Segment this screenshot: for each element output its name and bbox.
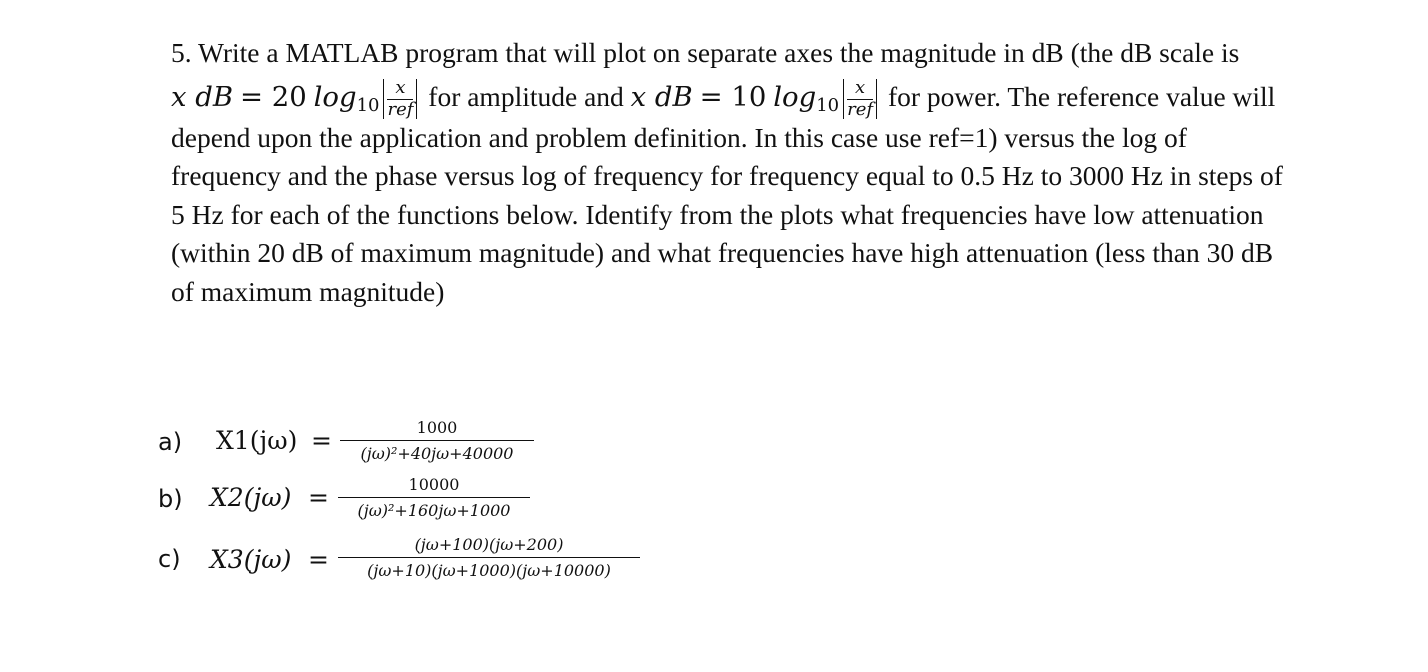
transfer-fraction	[340, 418, 534, 463]
transfer-fraction	[338, 475, 530, 520]
pow-text: for power. The reference value will	[887, 80, 1276, 112]
pow-formula-eq: = 10	[699, 80, 767, 113]
amp-text: for amplitude and	[428, 80, 624, 112]
equation-c	[158, 535, 678, 591]
problem-line-5: 5 Hz for each of the functions below. Identify from the plots what frequencies have low attenuation	[171, 198, 1264, 230]
equals-sign: =	[311, 426, 332, 455]
transfer-fraction	[338, 535, 640, 580]
fraction-numerator: 1000	[416, 418, 458, 437]
db-formula-line	[171, 69, 1371, 125]
fraction-denominator: (jω+10)(jω+1000)(jω+10000)	[367, 561, 611, 580]
fraction-numerator: 10000	[408, 475, 460, 494]
problem-statement	[171, 34, 1371, 311]
pow-abs-fraction: $\frac{x}{\text{ref}}$	[843, 79, 877, 119]
equation-label: b)	[158, 485, 183, 513]
equation-lhs: X1(jω)	[216, 426, 298, 455]
equation-label: c)	[158, 545, 181, 573]
equation-lhs: X2(jω)	[210, 483, 292, 512]
problem-line-6: (within 20 dB of maximum magnitude) and what frequencies have high attenuation (less than 30 dB	[171, 237, 1274, 268]
equation-b	[158, 475, 678, 531]
amp-abs-fraction: $\frac{x}{\text{ref}}$	[383, 79, 417, 119]
problem-line-3: depend upon the application and problem definition. In this case use ref=1) versus the log of	[171, 121, 1187, 153]
problem-line-1: 5. Write a MATLAB program that will plot on separate axes the magnitude in dB (the dB scale is	[171, 37, 1240, 68]
equation-label: a)	[158, 428, 183, 456]
fraction-numerator: (jω+100)(jω+200)	[414, 535, 564, 554]
fraction-denominator: (jω)²+160jω+1000	[357, 501, 511, 520]
equals-sign: =	[308, 483, 329, 512]
problem-line-4: frequency and the phase versus log of frequency for frequency equal to 0.5 Hz to 3000 Hz in steps of	[171, 160, 1283, 191]
pow-log: $\log_{10}$	[773, 80, 840, 116]
equation-a	[158, 418, 678, 474]
amp-formula-eq: = 20	[239, 80, 307, 113]
fraction-denominator: (jω)²+40jω+40000	[360, 444, 514, 463]
amp-formula-lhs: x dB	[171, 80, 234, 113]
problem-line-7: of maximum magnitude)	[171, 275, 445, 307]
equation-lhs: X3(jω)	[210, 545, 292, 574]
pow-formula-lhs: x dB	[630, 80, 693, 113]
amp-log: $\log_{10}$	[313, 80, 380, 116]
equals-sign: =	[308, 545, 329, 574]
